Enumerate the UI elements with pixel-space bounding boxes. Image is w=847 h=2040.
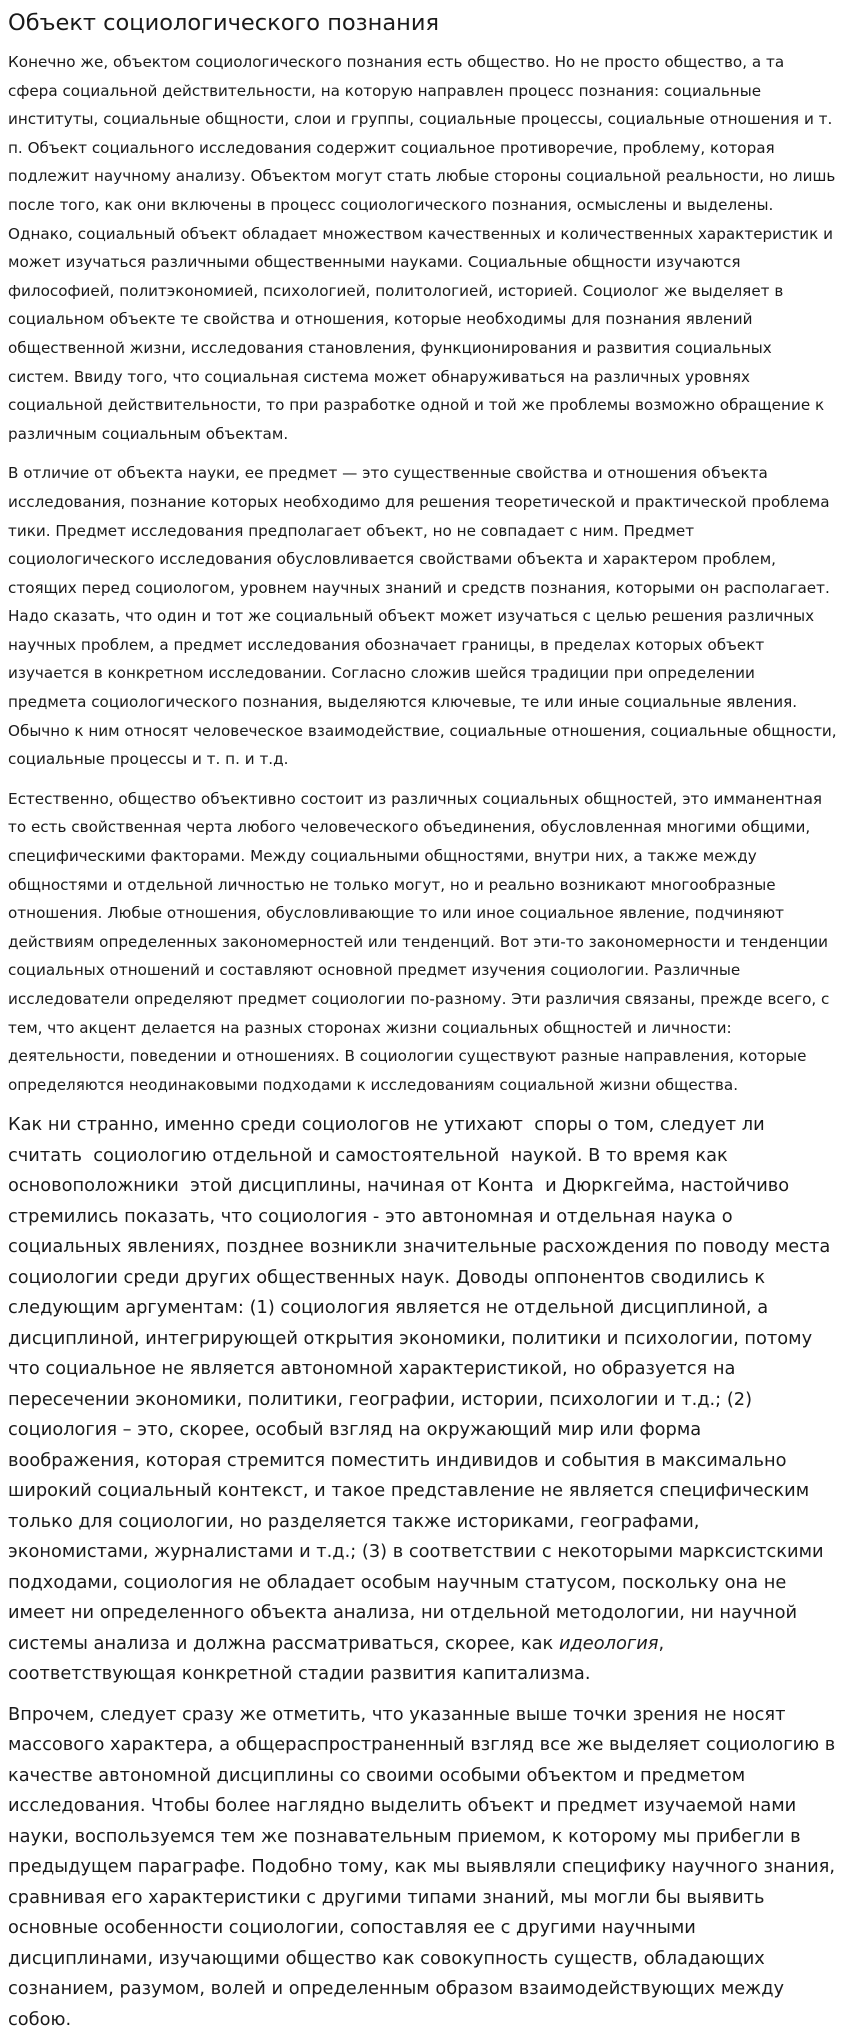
emphasized-term-ideology: идеология [558, 1632, 659, 1654]
page-title: Объект социологического познания [8, 10, 440, 36]
paragraph-social-communities: Естественно, общество объективно состоит из различных социальных общностей, это имманентная то есть свойственная черта любого человеческого объединения, обусловленная многими общими, специфическими факторами. Между социальными общностями, внутри них, а также между общностями и отдельной личностью не только могут, но и реально возникают многообразные отношения. Любые отношения, обусловливающие то или иное социальное явление, подчиняют действиям определенных закономерностей или тенденций. Вот эти-то закономерности и тенденции социальных отношений и составляют основной предмет изучения социологии. Различные исследователи определяют предмет социологии по-разному. Эти различия связаны, прежде всего, с тем, что акцент делается на разных сторонах жизни социальных общностей и личности: деятельности, поведении и отношениях. В социологии существуют разные направления, которые определяются неодинаковыми подходами к исследованиям социальной жизни общества. [8, 789, 830, 1094]
paragraph-sociology-debate [8, 1110, 837, 1690]
paragraph-autonomous-discipline: Впрочем, следует сразу же отметить, что указанные выше точки зрения не носят массового характера, а общераспространенный взгляд все же выделяет социологию в качестве автономной дисциплины со своими особыми объектом и предметом исследования. Чтобы более наглядно выделить объект и предмет изучаемой нами науки, воспользуемся тем же познавательным приемом, к которому мы прибегли в предыдущем параграфе. Подобно тому, как мы выявляли специфику научного знания, сравнивая его характеристики с другими типами знаний, мы могли бы выявить основные особенности социологии, сопоставляя ее с другими научными дисциплинами, изучающими общество как совокупность существ, обладающих сознанием, разумом, волей и определенным образом взаимодействующих между собою. [8, 1703, 836, 2030]
paragraph-subject-definition: В отличие от объекта науки, ее предмет — это существенные свойства и отношения объекта исследования, познание которых необходимо для решения теоретической и практической проблема тики. Предмет исследования предполагает объект, но не совпадает с ним. Предмет социологического исследования обусловливается свойствами объекта и характером проблем, стоящих перед социологом, уровнем научных знаний и средств познания, которыми он располагает. Надо сказать, что один и тот же социальный объект может изучаться с целью решения различных научных проблем, а предмет исследования обозначает границы, в пределах которых объект изучается в конкретном исследовании. Согласно сложив шейся традиции при определении предмета социологического познания, выделяются ключевые, те или иные социальные явления. Обычно к ним относят человеческое взаимодействие, социальные отношения, социальные общности, социальные процессы и т. п. и т.д. [8, 464, 837, 769]
paragraph-object-definition: Конечно же, объектом социологического познания есть общество. Но не просто общество, а та сфера социальной действительности, на которую направлен процесс познания: социальные институты, социальные общности, слои и группы, социальные процессы, социальные отношения и т. п. Объект социального исследования содержит социальное противоречие, проблему, которая подлежит научному анализу. Объектом могут стать любые стороны социальной реальности, но лишь после того, как они включены в процесс социологического познания, осмыслены и выделены. Однако, социальный объект обладает множеством качественных и количественных характеристик и может изучаться различными общественными науками. Социальные общности изучаются философией, политэкономией, психологией, политологией, историей. Социолог же выделяет в социальном объекте те свойства и отношения, которые необходимы для познания явлений общественной жизни, исследования становления, функционирования и развития социальных систем. Ввиду того, что социальная система может обнаруживаться на различных уровнях социальной действительности, то при разработке одной и той же проблемы возможно обращение к различным социальным объектам. [8, 53, 836, 443]
debate-text-end: , соответствующая конкретной стадии развития капитализма. [8, 1632, 670, 1685]
debate-text-start: Как ни странно, именно среди социологов не утихают споры о том, следует ли считать социологию отдельной и самостоятельной наукой. В то время как основоположники этой дисциплины, начиная от Конта и Дюркгейма, настойчиво стремились показать, что социология - это автономная и отдельная наука о социальных явлениях, позднее возникли значительные расхождения по поводу места социологии среди других общественных наук. Доводы оппонентов сводились к следующим аргументам: (1) социология является не отдельной дисциплиной, а дисциплиной, интегрирующей открытия экономики, политики и психологии, потому что социальное не является автономной характеристикой, но образуется на пересечении экономики, политики, географии, истории, психологии и т.д.; (2) социология – это, скорее, особый взгляд на окружающий мир или форма воображения, которая стремится поместить индивидов и события в максимально широкий социальный контекст, и такое представление не является специфическим только для социологии, но разделяется также историками, географами, экономистами, журналистами и т.д.; (3) в соответствии с некоторыми марксистскими подходами, социология не обладает особым научным статусом, поскольку она не имеет ни определенного объекта анализа, ни отдельной методологии, ни научной системы анализа и должна рассматриваться, скорее, как [8, 1114, 836, 1654]
